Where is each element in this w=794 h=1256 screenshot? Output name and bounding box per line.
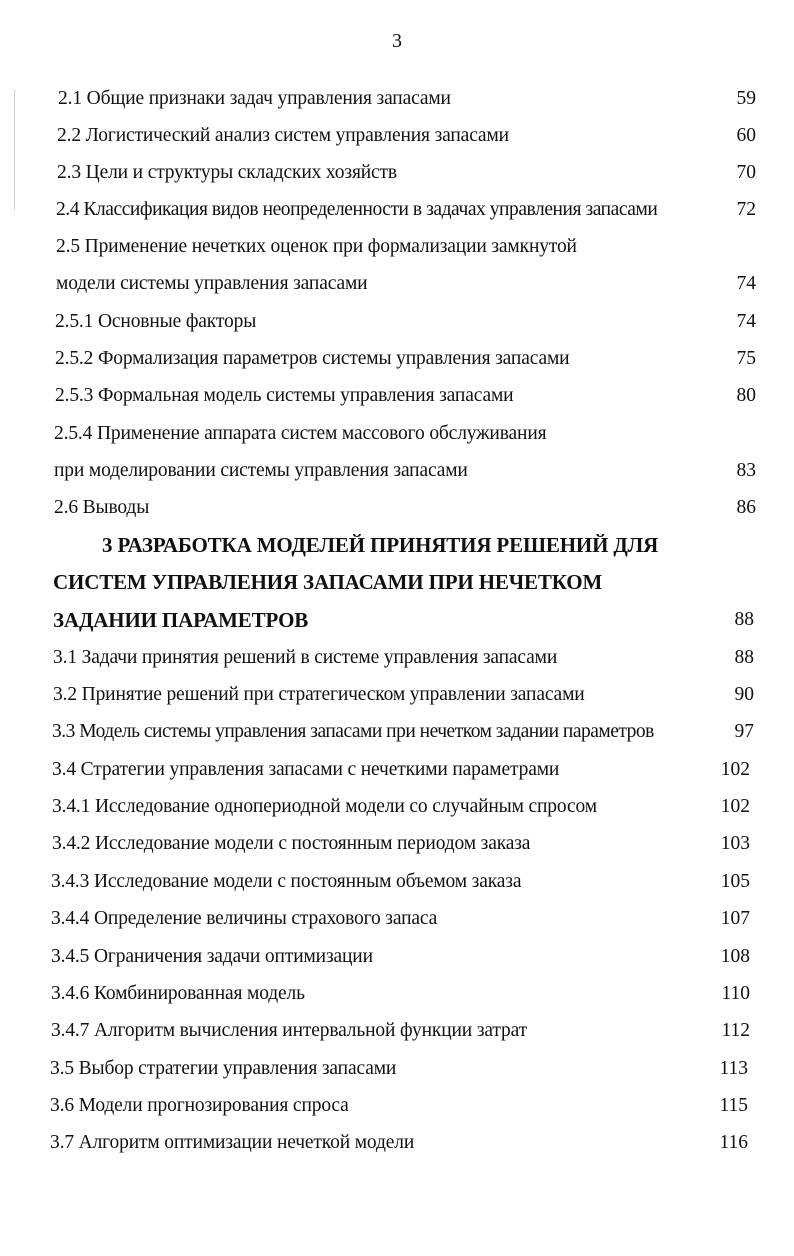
toc-entry-page: 74 (736, 273, 756, 294)
toc-entry-page: 110 (721, 983, 750, 1004)
chapter-title-line: 3 РАЗРАБОТКА МОДЕЛЕЙ ПРИНЯТИЯ РЕШЕНИЙ ДЛЯ (102, 533, 659, 557)
chapter-title-line: ЗАДАНИИ ПАРАМЕТРОВ (53, 608, 309, 632)
toc-entry-title: 2.6 Выводы (54, 497, 150, 518)
toc-entry-title: 3.4.4 Определение величины страхового запаса (51, 908, 438, 929)
toc-entry-title: 3.4.2 Исследование модели с постоянным периодом заказа (52, 833, 531, 854)
toc-chapter-heading[interactable] (53, 567, 693, 597)
toc-entry-page: 83 (736, 460, 756, 481)
toc-entry-title: 2.5.3 Формальная модель системы управления запасами (55, 385, 514, 406)
toc-entry-title: 3.2 Принятие решений при стратегическом управлении запасами (53, 684, 585, 705)
toc-entry-page: 105 (720, 871, 750, 892)
toc-entry[interactable] (52, 755, 756, 785)
toc-entry-page: 102 (720, 796, 750, 817)
toc-entry[interactable] (56, 232, 758, 262)
toc-entry-page: 72 (736, 199, 756, 220)
toc-entry[interactable] (52, 717, 756, 747)
toc-entry-page: 74 (736, 311, 756, 332)
toc-entry[interactable] (53, 680, 756, 710)
toc-entry[interactable] (51, 904, 756, 934)
toc-entry[interactable] (52, 792, 756, 822)
toc-entry[interactable] (57, 121, 758, 151)
toc-entry-page: 88 (734, 609, 754, 630)
toc-entry[interactable] (50, 1054, 756, 1084)
toc-entry-title: 3.4.7 Алгоритм вычисления интервальной функции затрат (51, 1020, 527, 1041)
toc-entry-title: 2.4 Классификация видов неопределенности в задачах управления запасами (56, 199, 658, 220)
toc-entry-title: 2.5.1 Основные факторы (55, 311, 257, 332)
toc-entry-page: 86 (736, 497, 756, 518)
toc-entry-page: 70 (736, 162, 756, 183)
chapter-title-line: СИСТЕМ УПРАВЛЕНИЯ ЗАПАСАМИ ПРИ НЕЧЕТКОМ (53, 570, 603, 594)
toc-entry[interactable] (54, 493, 758, 523)
toc-entry-page: 107 (720, 908, 750, 929)
toc-entry[interactable] (57, 158, 758, 188)
toc-entry-page: 102 (720, 759, 750, 780)
toc-entry[interactable] (54, 419, 758, 449)
toc-entry-title: 3.4.1 Исследование однопериодной модели со случайным спросом (52, 796, 597, 817)
toc-chapter-heading[interactable] (53, 605, 756, 635)
toc-chapter-heading[interactable] (102, 530, 662, 560)
toc-entry[interactable] (55, 381, 758, 411)
toc-entry-page: 112 (721, 1020, 750, 1041)
toc-entry[interactable] (51, 1016, 756, 1046)
toc-entry-title-line: 2.5.4 Применение аппарата систем массового обслуживания (54, 423, 547, 444)
toc-entry[interactable] (54, 456, 758, 486)
toc-entry[interactable] (50, 1128, 756, 1158)
toc-entry-page: 103 (720, 833, 750, 854)
toc-entry[interactable] (56, 269, 758, 299)
toc-entry-title: 2.1 Общие признаки задач управления запасами (58, 88, 451, 109)
toc-entry-title: 3.5 Выбор стратегии управления запасами (50, 1058, 397, 1079)
toc-entry-title: 3.4.6 Комбинированная модель (51, 983, 305, 1004)
toc-entry-title: 3.4.3 Исследование модели с постоянным объемом заказа (51, 871, 522, 892)
toc-entry-title: 2.3 Цели и структуры складских хозяйств (57, 162, 397, 183)
toc-entry-page: 115 (719, 1095, 748, 1116)
toc-entry-title: 2.5.2 Формализация параметров системы управления запасами (55, 348, 570, 369)
toc-entry-title-line: модели системы управления запасами (56, 273, 368, 294)
toc-entry[interactable] (56, 195, 758, 225)
toc-entry-page: 59 (736, 88, 756, 109)
toc-entry[interactable] (58, 84, 758, 114)
toc-entry-title: 3.7 Алгоритм оптимизации нечеткой модели (50, 1132, 415, 1153)
toc-entry[interactable] (55, 307, 758, 337)
toc-entry-title-line: при моделировании системы управления запасами (54, 460, 468, 481)
toc-entry-page: 80 (736, 385, 756, 406)
toc-entry[interactable] (51, 867, 756, 897)
toc-entry-page: 90 (734, 684, 754, 705)
toc-entry-page: 75 (736, 348, 756, 369)
toc-entry[interactable] (55, 344, 758, 374)
toc-entry-title: 3.3 Модель системы управления запасами при нечетком задании параметров (52, 721, 654, 742)
page-number: 3 (392, 30, 402, 52)
toc-entry-page: 116 (719, 1132, 748, 1153)
toc-entry-title-line: 2.5 Применение нечетких оценок при формализации замкнутой (56, 236, 577, 257)
toc-entry[interactable] (52, 829, 756, 859)
toc-entry[interactable] (53, 643, 756, 673)
toc-entry-title: 3.4.5 Ограничения задачи оптимизации (51, 946, 373, 967)
toc-entry[interactable] (51, 942, 756, 972)
toc-entry-title: 3.4 Стратегии управления запасами с нечеткими параметрами (52, 759, 560, 780)
toc-entry-page: 60 (736, 125, 756, 146)
toc-entry-title: 2.2 Логистический анализ систем управления запасами (57, 125, 509, 146)
toc-entry-page: 88 (734, 647, 754, 668)
toc-entry-title: 3.6 Модели прогнозирования спроса (50, 1095, 349, 1116)
toc-entry[interactable] (51, 979, 756, 1009)
toc-entry-page: 97 (734, 721, 754, 742)
toc-entry-page: 113 (719, 1058, 748, 1079)
toc-entry-title: 3.1 Задачи принятия решений в системе управления запасами (53, 647, 558, 668)
toc-entry[interactable] (50, 1091, 756, 1121)
toc-entry-page: 108 (720, 946, 750, 967)
